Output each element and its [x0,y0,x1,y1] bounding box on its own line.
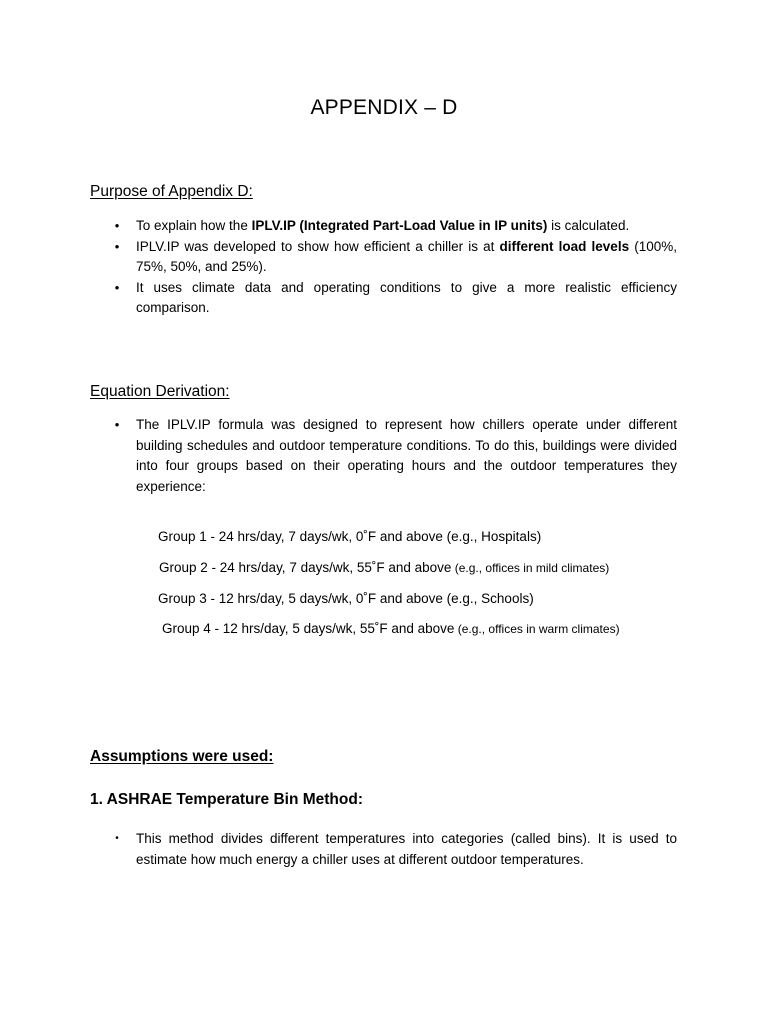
group-2-line [159,560,609,575]
purpose-bullet-list [112,216,677,319]
assumptions-heading: Assumptions were used: [90,748,274,765]
group-3-line [158,591,534,606]
group-1-line [158,529,541,544]
purpose-bullet-1-before: To explain how the [136,218,252,233]
bullet-icon: • [114,218,120,233]
group-3-main: Group 3 - 12 hrs/day, 5 days/wk, 0˚F and above [158,591,443,606]
group-4-note: (e.g., offices in warm climates) [454,622,620,636]
purpose-bullet-3 [112,278,677,319]
purpose-bullet-1-bold: IPLV.IP (Integrated Part-Load Value in IP units) [251,218,548,233]
ashrae-method-title: 1. ASHRAE Temperature Bin Method: [90,791,363,808]
group-1-main: Group 1 - 24 hrs/day, 7 days/wk, 0˚F and above [158,529,443,544]
bullet-icon: • [114,417,120,432]
equation-bullet [112,415,677,497]
group-2-note: (e.g., offices in mild climates) [451,561,610,575]
equation-heading: Equation Derivation: [90,383,230,400]
page-title: APPENDIX – D [310,96,458,119]
group-3-note: (e.g., Schools) [442,591,534,606]
equation-bullet-text: The IPLV.IP formula was designed to represent how chillers operate under different building schedules and outdoor temperature conditions. To do this, buildings were divided into four groups based on their operating hours and the outdoor temperatures they experience: [136,417,677,494]
group-1-note: (e.g., Hospitals) [442,529,542,544]
equation-bullet-list [112,415,677,497]
group-4-main: Group 4 - 12 hrs/day, 5 days/wk, 55˚F and above [162,621,455,636]
purpose-bullet-2-after: (100%, 75%, 50%, and 25%). [136,238,677,274]
purpose-bullet-1-after: is calculated. [547,218,630,233]
group-2-main: Group 2 - 24 hrs/day, 7 days/wk, 55˚F and above [159,560,452,575]
purpose-heading: Purpose of Appendix D: [90,183,253,200]
purpose-bullet-3-text: It uses climate data and operating conditions to give a more realistic efficiency comparison. [136,279,677,315]
bullet-icon: • [115,833,119,844]
bullet-icon: • [114,279,120,295]
purpose-bullet-2 [112,237,677,278]
assumptions-bullet-text: This method divides different temperatures into categories (called bins). It is used to estimate how much energy a chiller uses at different outdoor temperatures. [136,831,677,867]
group-4-line [162,621,620,636]
purpose-bullet-2-before: IPLV.IP was developed to show how efficient a chiller is at [136,238,500,254]
purpose-bullet-2-bold: different load levels [499,238,630,254]
bullet-icon: • [114,238,120,254]
assumptions-bullet [112,829,677,870]
purpose-bullet-1 [112,216,677,237]
assumptions-bullet-list [112,829,677,870]
